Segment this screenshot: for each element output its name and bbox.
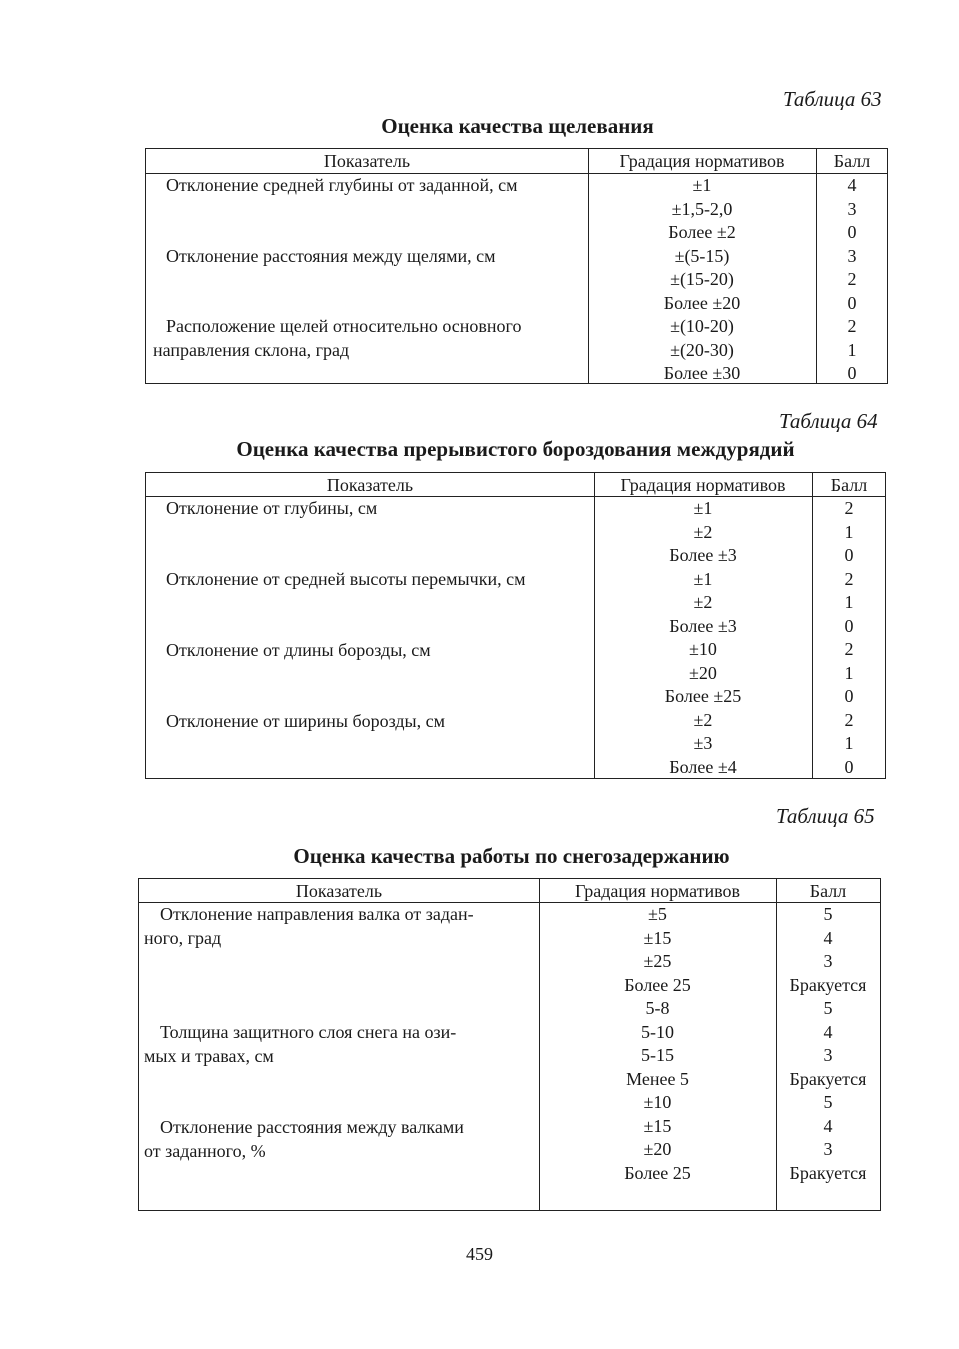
gradation-cell: Более 25 (624, 1162, 691, 1183)
gradation-cell: Менее 5 (626, 1068, 689, 1089)
table-63-label: Таблица 63 (783, 87, 882, 111)
gradation-cell: ±(15-20) (670, 269, 734, 289)
table-64-header (146, 473, 885, 497)
score-cell: 2 (844, 639, 854, 659)
score-cell: 5 (823, 998, 833, 1018)
header-indicator: Показатель (295, 881, 383, 901)
score-cell: 0 (844, 686, 854, 706)
header-gradation: Градация нормативов (620, 475, 786, 495)
indicator-furrow-width: Отклонение от ширины борозды, см (166, 711, 446, 731)
gradation-cell: ±(10-20) (670, 316, 734, 336)
score-cell: 1 (844, 521, 854, 542)
table-65-header (139, 879, 880, 903)
table-63 (145, 148, 888, 384)
score-cell: 0 (847, 363, 857, 383)
score-cell: Бракуется (789, 974, 867, 995)
gradation-cell: ±3 (693, 733, 713, 753)
gradation-cell: ±20 (643, 1139, 672, 1159)
score-column (812, 497, 886, 779)
gradation-cell: ±10 (689, 639, 717, 659)
score-cell: 2 (847, 269, 857, 289)
table-64 (145, 472, 886, 779)
gradation-cell: ±1 (693, 498, 713, 518)
gradation-cell: ±1,5-2,0 (671, 198, 733, 219)
gradation-cell: Более ±2 (668, 222, 736, 242)
score-column (776, 903, 880, 1185)
gradation-cell: ±10 (643, 1092, 672, 1112)
table-65 (138, 878, 881, 1211)
indicator-windrow-direction: Отклонение направления валка от задан- ного, град (144, 904, 474, 948)
score-cell: 3 (823, 1045, 833, 1065)
score-cell: 0 (847, 292, 857, 313)
gradation-cell: ±(20-30) (670, 339, 734, 360)
indicator-depth-deviation: Отклонение средней глубины от заданной, см (166, 175, 518, 195)
indicator-ridge-height: Отклонение от средней высоты перемычки, см (166, 569, 526, 589)
gradation-cell: Более 25 (624, 974, 691, 995)
header-indicator: Показатель (326, 475, 414, 495)
indicator-windrow-spacing: Отклонение расстояния между валками от заданного, % (144, 1117, 464, 1161)
gradation-cell: 5-10 (641, 1021, 674, 1042)
gradation-cell: 5-15 (641, 1045, 674, 1065)
gradation-cell: ±15 (643, 927, 672, 948)
indicator-snow-layer: Толщина защитного слоя снега на ози- мых и травах, см (144, 1022, 457, 1066)
score-cell: 1 (844, 592, 854, 612)
header-gradation: Градация нормативов (619, 151, 785, 171)
score-cell: 2 (847, 316, 857, 336)
page-number: 459 (466, 1244, 493, 1264)
score-cell: 0 (844, 756, 854, 777)
score-cell: 3 (847, 198, 857, 219)
table-63-title: Оценка качества щелевания (381, 114, 654, 138)
gradation-column (588, 174, 816, 386)
score-cell: 4 (823, 1115, 833, 1136)
table-65-title: Оценка качества работы по снегозадержанию (293, 844, 730, 868)
gradation-cell: 5-8 (645, 998, 670, 1018)
header-score: Балл (809, 881, 847, 901)
score-cell: 1 (847, 339, 857, 360)
score-cell: 3 (847, 245, 857, 266)
gradation-cell: ±15 (643, 1115, 672, 1136)
score-cell: 2 (844, 568, 854, 589)
gradation-cell: Более ±30 (663, 363, 741, 383)
score-cell: 3 (823, 951, 833, 971)
gradation-cell: ±2 (693, 709, 713, 730)
score-cell: 4 (847, 175, 857, 195)
score-cell: 4 (823, 927, 833, 948)
score-cell: 0 (844, 545, 854, 565)
gradation-cell: ±2 (693, 592, 713, 612)
score-cell: 1 (844, 662, 854, 683)
header-gradation: Градация нормативов (575, 881, 740, 901)
gradation-cell: ±(5-15) (674, 245, 730, 266)
score-cell: 1 (844, 733, 854, 753)
gradation-cell: ±2 (693, 521, 713, 542)
header-indicator: Показатель (323, 151, 411, 171)
score-column (816, 174, 888, 386)
score-cell: Бракуется (789, 1068, 867, 1089)
table-64-label: Таблица 64 (779, 409, 878, 433)
table-63-header (146, 149, 887, 174)
gradation-column (594, 497, 812, 779)
gradation-cell: Более ±3 (669, 545, 737, 565)
gradation-cell: ±20 (689, 662, 717, 683)
gradation-cell: Более ±25 (664, 686, 742, 706)
indicator-furrow-length: Отклонение от длины борозды, см (166, 640, 431, 660)
score-cell: 5 (823, 904, 833, 924)
gradation-column (539, 903, 776, 1185)
score-cell: 2 (844, 709, 854, 730)
gradation-cell: ±25 (643, 951, 672, 971)
gradation-cell: ±1 (692, 175, 712, 195)
gradation-cell: ±5 (648, 904, 667, 924)
header-score: Балл (833, 151, 871, 171)
table-65-label: Таблица 65 (776, 804, 875, 828)
score-cell: 0 (847, 222, 857, 242)
score-cell: 0 (844, 615, 854, 636)
score-cell: 4 (823, 1021, 833, 1042)
table-64-title: Оценка качества прерывистого бороздования междурядий (236, 437, 795, 461)
header-score: Балл (830, 475, 868, 495)
indicator-slot-orientation: Расположение щелей относительно основного направления склона, град (153, 316, 522, 360)
gradation-cell: ±1 (693, 568, 713, 589)
indicator-depth: Отклонение от глубины, см (166, 498, 378, 518)
score-cell: Бракуется (789, 1162, 867, 1183)
score-cell: 5 (823, 1092, 833, 1112)
gradation-cell: Более ±3 (669, 615, 737, 636)
score-cell: 2 (844, 498, 854, 518)
score-cell: 3 (823, 1139, 833, 1159)
gradation-cell: Более ±4 (669, 756, 737, 777)
indicator-slot-spacing: Отклонение расстояния между щелями, см (166, 246, 496, 266)
gradation-cell: Более ±20 (663, 292, 741, 313)
